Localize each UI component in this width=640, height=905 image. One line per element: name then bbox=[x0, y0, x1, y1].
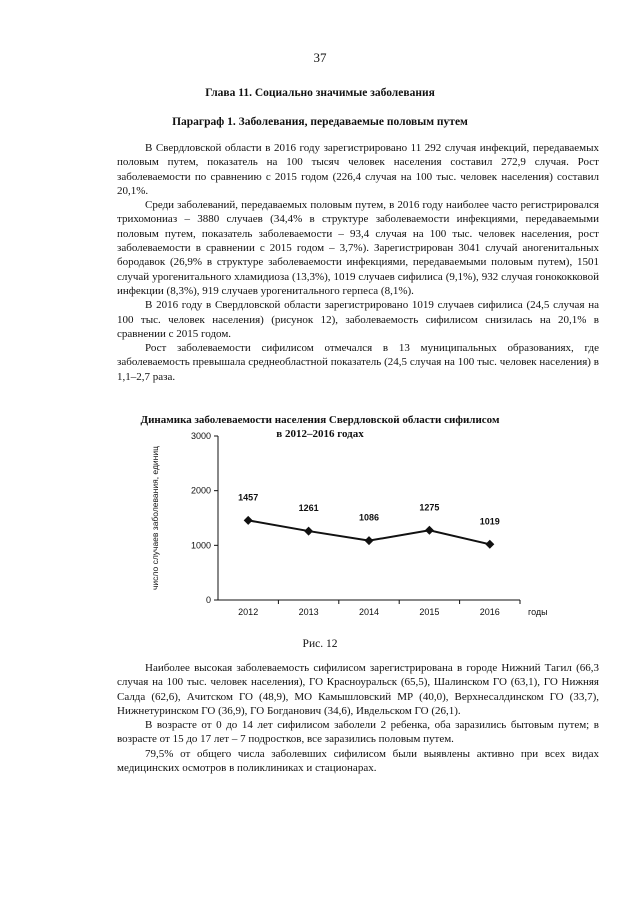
body-paragraph: В Свердловской области в 2016 году зарегистрировано 11 292 случая инфекций, передаваемых половым путем, показатель на 100 тысяч человек населения составил 272,9 случая. Рост заболеваемости по сравнению с 2015 годом (226,4 случая на 100 тыс. человек населения) составил 20,1%. bbox=[117, 142, 599, 197]
data-label: 1275 bbox=[419, 502, 440, 513]
body-paragraph: В возрасте от 0 до 14 лет сифилисом заболели 2 ребенка, оба заразились бытовым путем; в возрасте от 15 до 17 лет – 7 подростков, все заразились половым путем. bbox=[117, 719, 599, 746]
y-tick-label: 0 bbox=[205, 595, 211, 605]
body-paragraph: Наиболее высокая заболеваемость сифилисом зарегистрирована в городе Нижний Тагил (66,3 случая на 100 тыс. человек населения), ГО Красноуральск (65,5), Шалинском ГО (63,1), ГО Нижняя Салда (62,6), Ачитском ГО (48,9), МО Камышловский МР (40,0), Верхнесалдинском ГО (33,7), Нижнетуринском ГО (36,9), ГО Богданович (34,6), Ивдельском ГО (26,1). bbox=[117, 662, 599, 717]
page-number: 37 bbox=[313, 50, 327, 65]
body-paragraph: В 2016 году в Свердловской области зарегистрировано 1019 случаев сифилиса (24,5 случая на 100 тыс. человек населения) (рисунок 12), заболеваемость сифилисом снизилась на 20,1% в сравнении с 2015 годом. bbox=[117, 299, 599, 340]
body-text-bottom bbox=[117, 661, 599, 775]
body-text-top bbox=[117, 141, 599, 384]
data-point bbox=[244, 516, 253, 525]
data-label: 1086 bbox=[358, 512, 380, 523]
x-tick-label: 2012 bbox=[238, 607, 259, 617]
paragraph-title: Параграф 1. Заболевания, передаваемые половым путем bbox=[172, 116, 468, 128]
chart-title-line-1: Динамика заболеваемости населения Свердловской области сифилисом bbox=[140, 414, 500, 426]
body-paragraph: Среди заболеваний, передаваемых половым путем, в 2016 году наиболее часто регистрировался трихомониаз – 3880 случаев (34,4% в структуре заболеваемости инфекциями, передаваемыми половым путем, показатель заболеваемости – 93,4 случая на 100 тыс. человек населения, рост заболеваемости в сравнении с 2015 годом – 3,7%). Зарегистрирован 3041 случай аногенитальных бородавок (26,9% в структуре заболеваемости инфекциями, передаваемыми половым путем), 1501 случай урогенитального хламидиоза (13,3%), 1019 случаев сифилиса (9,1%), 932 случая гонококковой инфекции (8,3%), 919 случаев урогенитального герпеса (8,1%). bbox=[117, 199, 599, 297]
x-tick-label: 2016 bbox=[479, 607, 500, 617]
data-label: 1457 bbox=[238, 492, 259, 503]
y-tick-label: 3000 bbox=[190, 431, 211, 441]
data-point bbox=[485, 540, 494, 549]
x-tick-label: 2014 bbox=[358, 607, 380, 617]
figure-caption: Рис. 12 bbox=[302, 638, 338, 650]
y-tick-label: 1000 bbox=[190, 540, 211, 551]
syphilis-line-chart bbox=[130, 425, 550, 625]
y-tick-label: 2000 bbox=[190, 485, 211, 496]
x-axis-label: годы bbox=[528, 607, 548, 617]
chart-title-line-2: в 2012–2016 годах bbox=[276, 428, 364, 440]
data-point bbox=[304, 527, 313, 536]
body-paragraph: 79,5% от общего числа заболевших сифилисом были выявлены активно при всех видах медицинских осмотров в поликлиниках и стационарах. bbox=[117, 747, 599, 775]
x-tick-label: 2015 bbox=[419, 607, 440, 617]
x-tick-label: 2013 bbox=[298, 607, 319, 617]
data-label: 1261 bbox=[298, 503, 319, 514]
body-paragraph: Рост заболеваемости сифилисом отмечался в 13 муниципальных образованиях, где заболеваемость превышала среднеобластной показатель (24,5 случая на 100 тыс. человек населения) в 1,1–2,7 раза. bbox=[117, 342, 599, 383]
y-axis-label: число случаев заболевания, единиц bbox=[150, 446, 160, 590]
data-point bbox=[425, 526, 434, 535]
chapter-title: Глава 11. Социально значимые заболевания bbox=[205, 87, 435, 99]
data-label: 1019 bbox=[479, 516, 500, 527]
data-point bbox=[365, 536, 374, 545]
